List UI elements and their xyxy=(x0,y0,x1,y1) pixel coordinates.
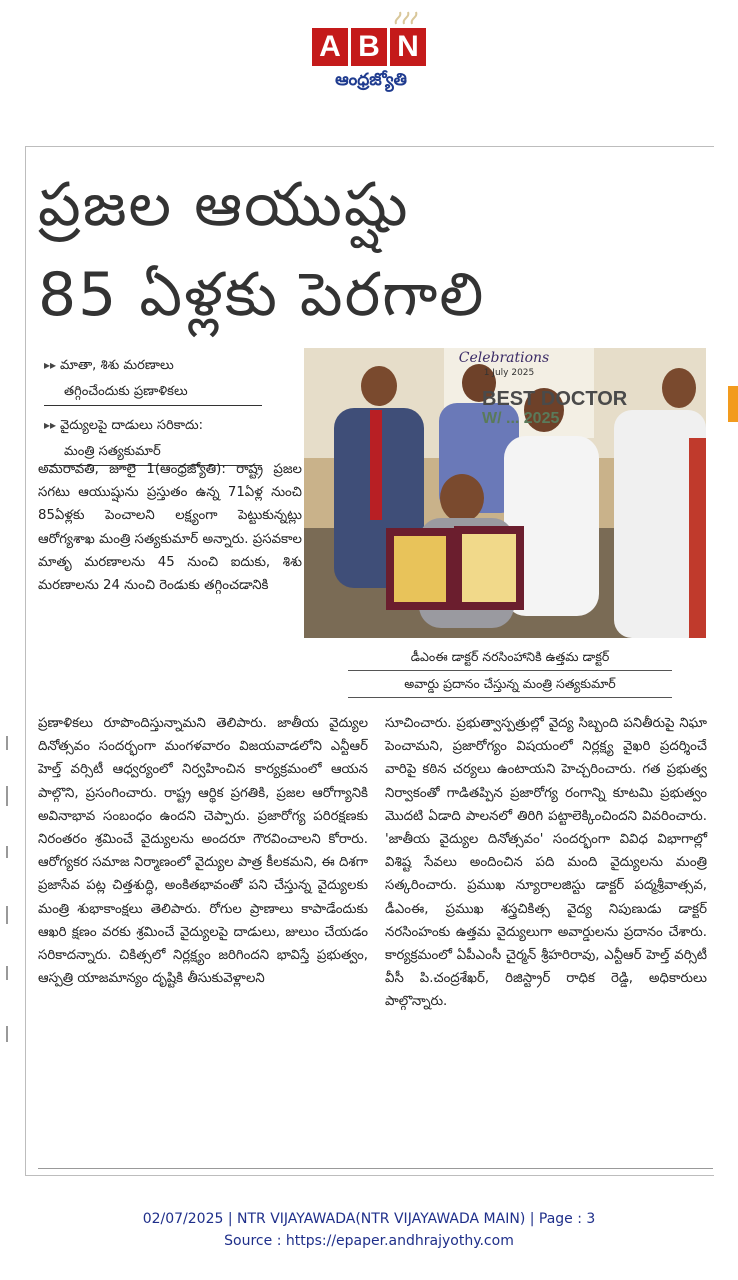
banner-best-doctor: BEST DOCTOR xyxy=(482,388,628,410)
double-arrow-icon: ▸▸ xyxy=(44,358,57,372)
subhead-1 xyxy=(44,352,262,406)
subhead-1-line-1: మాతా, శిశు మరణాలు xyxy=(60,358,174,373)
logo-letter-a: A xyxy=(312,28,348,66)
headline-line-2: 85 ఏళ్లకు పెరగాలి xyxy=(38,260,486,330)
subhead-1-line-2: తగ్గించేందుకు ప్రణాళికలు xyxy=(64,384,188,399)
banner-date: 1 July 2025 xyxy=(483,368,535,378)
footer-source-link[interactable]: Source : https://epaper.andhrajyothy.com xyxy=(224,1233,514,1249)
caption-line-2: అవార్డు ప్రదానం చేస్తున్న మంత్రి సత్యకుమార్ xyxy=(348,671,672,698)
logo-letter-b: B xyxy=(351,28,387,66)
banner-subtitle: W/ ... 2025 xyxy=(482,410,560,427)
logo-subtitle: ఆంధ్రజ్యోతి xyxy=(335,70,407,90)
photo-caption xyxy=(318,644,702,698)
abn-logo xyxy=(312,6,430,98)
double-arrow-icon: ▸▸ xyxy=(44,418,57,432)
edge-marker xyxy=(728,386,738,422)
steam-icon xyxy=(392,8,420,26)
banner-celebrations: Celebrations xyxy=(458,350,550,366)
article-column-a: అమరావతి, జూలై 1(ఆంధ్రజ్యోతి): రాష్ట్ర ప్రజల సగటు ఆయుష్షును ప్రస్తుతం ఉన్న 71ఏళ్ల నుంచి 85ఏళ్లకు పెంచాలని లక్ష్యంగా పెట్టుకున్నట్లు ఆరోగ్యశాఖ మంత్రి సత్యకుమార్ అన్నారు. ప్రసవకాల మాతృ మరణాలను 45 నుంచి ఐదుకు, శిశు మరణాలను 24 నుంచి రెండుకు తగ్గించడానికి xyxy=(38,462,302,594)
award-photo xyxy=(304,348,706,638)
article-column-c: సూచించారు. ప్రభుత్వాస్పత్రుల్లో వైద్య సిబ్బంది పనితీరుపై నిఘా పెంచామని, ప్రజారోగ్యం విషయంలో నిర్లక్ష్య వైఖరి ప్రదర్శించే వారిపై కఠిన చర్యలు ఉంటాయని హెచ్చరించారు. గత ప్రభుత్వ నిర్వాకంతో గాడితప్పిన ప్రజారోగ్య రంగాన్ని కూటమి ప్రభుత్వం మొదటి ఏడాది పాలనలో తిరిగి పట్టాలెక్కించిందని వివరించారు. 'జాతీయ వైద్యుల దినోత్సవం' సందర్భంగా వివిధ విభాగాల్లో విశిష్ట సేవలు అందించిన పది మంది వైద్యులను మంత్రి సత్కరించారు. ప్రముఖ న్యూరాలజిస్టు డాక్టర్ పద్మశ్రీవాత్సవ, డీఎంఈ, ప్రముఖ శస్త్రచికిత్స వైద్య నిపుణుడు డాక్టర్ నరసింహంకు ఉత్తమ వైద్యులుగా అవార్డులను ప్రదానం చేశారు. కార్యక్రమంలో ఏపీఎంసీ చైర్మన్ శ్రీహరిరావు, ఎన్టీఆర్ హెల్త్ వర్సిటీ వీసీ పి.చంద్రశేఖర్, రిజిస్ట్రార్ రాధిక రెడ్డి, అధికారులు పాల్గొన్నారు. xyxy=(385,716,707,1010)
subheads xyxy=(44,352,262,472)
footer xyxy=(0,1208,738,1252)
footer-edition-line: 02/07/2025 | NTR VIJAYAWADA(NTR VIJAYAWADA MAIN) | Page : 3 xyxy=(142,1211,596,1227)
bottom-divider xyxy=(38,1168,713,1169)
caption-line-1: డీఎంఈ డాక్టర్ నరసింహానికి ఉత్తమ డాక్టర్ xyxy=(348,644,672,671)
subhead-2-line-2: మంత్రి సత్యకుమార్ xyxy=(64,444,161,459)
neighbor-column-left xyxy=(0,146,22,1174)
article-column-b: ప్రణాళికలు రూపొందిస్తున్నామని తెలిపారు. జాతీయ వైద్యుల దినోత్సవం సందర్భంగా మంగళవారం విజయవాడలోని ఎన్టీఆర్ హెల్త్ వర్సిటీ ఆధ్వర్యంలో నిర్వహించిన కార్యక్రమంలో ఆయన పాల్గొని, ప్రసంగించారు. రాష్ట్ర ఆర్థిక ప్రగతికి, ప్రజల ఆరోగ్యానికి అవినాభావ సంబంధం ఉందని చెప్పారు. ప్రజారోగ్య పరిరక్షణకు నిరంతరం శ్రమించే వైద్యులను అందరూ గౌరవించాలని కోరారు. ఆరోగ్యకర సమాజ నిర్మాణంలో వైద్యుల పాత్ర కీలకమని, ఈ దిశగా ప్రజాసేవ పట్ల చిత్తశుద్ధి, అంకితభావంతో పని చేస్తున్న వైద్యులకు మంత్రి శుభాకాంక్షలు తెలిపారు. రోగుల ప్రాణాలు కాపాడేందుకు ఆఖరి క్షణం వరకు శ్రమించే వైద్యులపై దాడులు, జులుం చేయడం సరికాదన్నారు. చికిత్సలో నిర్లక్ష్యం జరిగిందని భావిస్తే ప్రభుత్వం, ఆస్పత్రి యాజమాన్యం దృష్టికి తీసుకువెళ్లాలని xyxy=(38,716,368,987)
headline-line-1: ప్రజల ఆయుష్షు xyxy=(38,170,410,240)
subhead-2-line-1: వైద్యులపై దాడులు సరికాదు: xyxy=(60,418,204,433)
logo-letter-n: N xyxy=(390,28,426,66)
headline xyxy=(38,160,708,340)
